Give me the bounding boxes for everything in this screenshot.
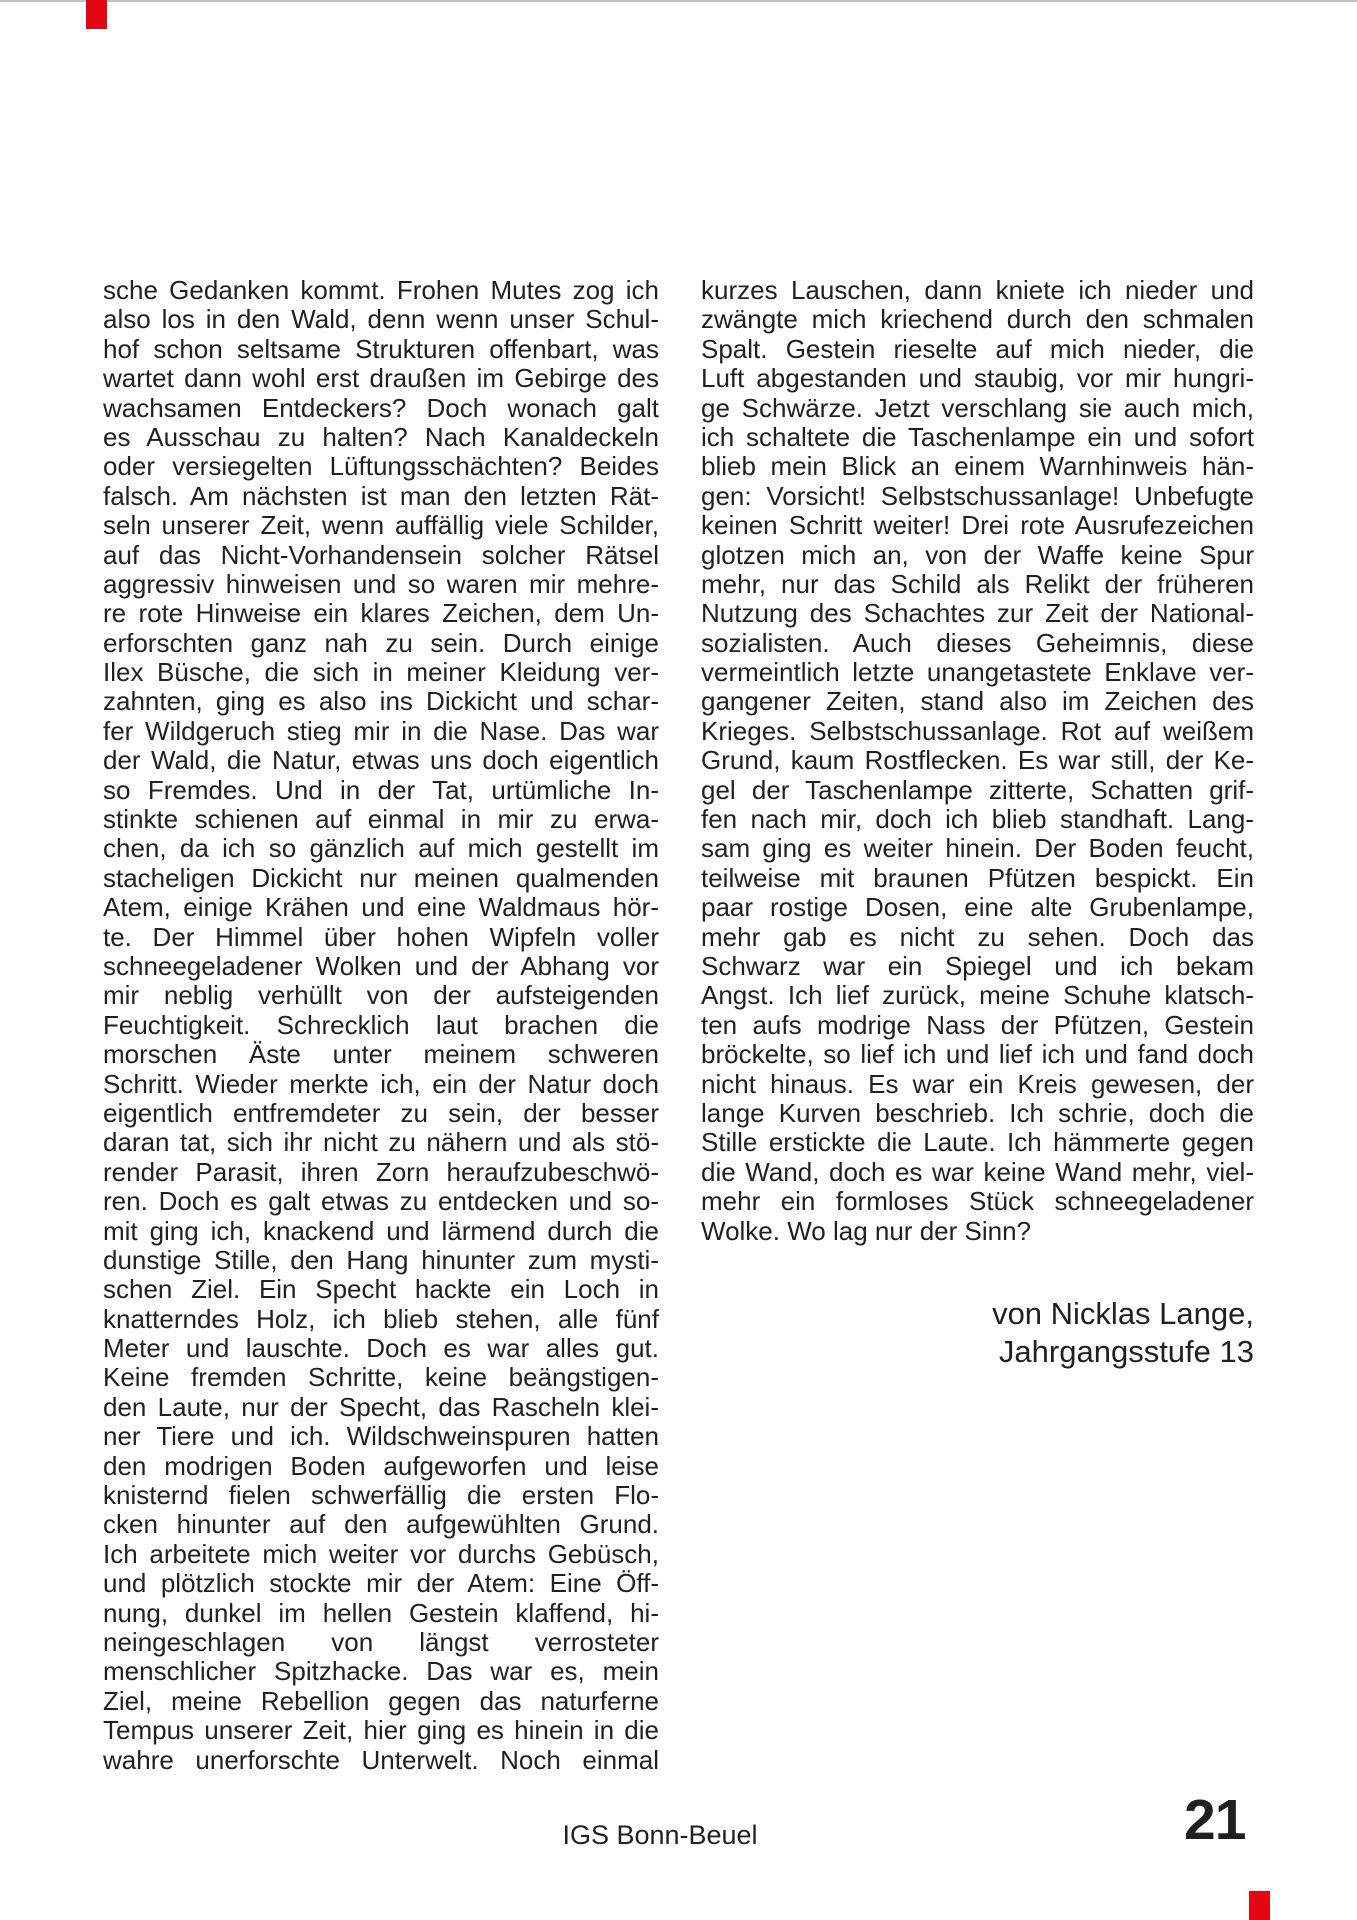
story-line: mit ging ich, knackend und lärmend durch die xyxy=(103,1216,659,1246)
story-line: render Parasit, ihren Zorn heraufzubeschwö- xyxy=(103,1157,659,1187)
corner-mark-top-left xyxy=(86,0,107,29)
story-line: keinen Schritt weiter! Drei rote Ausrufezeichen xyxy=(701,511,1254,541)
story-line: stacheligen Dickicht nur meinen qualmenden xyxy=(103,863,659,893)
story-line: daran tat, sich ihr nicht zu nähern und als stö- xyxy=(103,1128,659,1158)
story-line: mehr, nur das Schild als Relikt der früheren xyxy=(701,569,1254,599)
story-line: chen, da ich so gänzlich auf mich gestellt im xyxy=(103,834,659,864)
page-number: 21 xyxy=(1184,1788,1246,1852)
story-line: so Fremdes. Und in der Tat, urtümliche In- xyxy=(103,775,659,805)
story-line: Ilex Büsche, die sich in meiner Kleidung ver- xyxy=(103,658,659,688)
story-line: paar rostige Dosen, eine alte Grubenlampe, xyxy=(701,893,1254,923)
story-line: der Wald, die Natur, etwas uns doch eigentlich xyxy=(103,746,659,776)
story-line: Krieges. Selbstschussanlage. Rot auf weißem xyxy=(701,716,1254,746)
story-line: den Laute, nur der Specht, das Rascheln klei- xyxy=(103,1392,659,1422)
author-grade-line: Jahrgangsstufe 13 xyxy=(998,1334,1254,1369)
story-line: knatterndes Holz, ich blieb stehen, alle fünf xyxy=(103,1304,659,1334)
story-line: falsch. Am nächsten ist man den letzten Rät- xyxy=(103,481,659,511)
story-line: Keine fremden Schritte, keine beängstigen- xyxy=(103,1363,659,1393)
story-line: ren. Doch es galt etwas zu entdecken und so- xyxy=(103,1187,659,1217)
story-line: nicht hinaus. Es war ein Kreis gewesen, der xyxy=(701,1069,1254,1099)
story-line: gen: Vorsicht! Selbstschussanlage! Unbefugte xyxy=(701,481,1254,511)
story-column-right xyxy=(701,276,1254,1246)
story-line: also los in den Wald, denn wenn unser Schul- xyxy=(103,305,659,335)
story-line: re rote Hinweise ein klares Zeichen, dem Un- xyxy=(103,599,659,629)
story-line: te. Der Himmel über hohen Wipfeln voller xyxy=(103,922,659,952)
story-line: Luft abgestanden und staubig, vor mir hungri- xyxy=(701,364,1254,394)
page-top-edge-line xyxy=(0,0,1357,2)
story-line: mehr gab es nicht zu sehen. Doch das xyxy=(701,922,1254,952)
story-line: Feuchtigkeit. Schrecklich laut brachen die xyxy=(103,1010,659,1040)
story-line: stinkte schienen auf einmal in mir zu erwa- xyxy=(103,805,659,835)
story-line: und plötzlich stockte mir der Atem: Eine Öff- xyxy=(103,1569,659,1599)
story-line: dunstige Stille, den Hang hinunter zum mysti- xyxy=(103,1245,659,1275)
story-line: ten aufs modrige Nass der Pfützen, Gestein xyxy=(701,1010,1254,1040)
story-line: seln unserer Zeit, wenn auffällig viele Schilder, xyxy=(103,511,659,541)
story-line: Meter und lauschte. Doch es war alles gut. xyxy=(103,1334,659,1364)
story-line: neingeschlagen von längst verrosteter xyxy=(103,1627,659,1657)
story-line: ner Tiere und ich. Wildschweinspuren hatten xyxy=(103,1422,659,1452)
story-line: cken hinunter auf den aufgewühlten Grund. xyxy=(103,1510,659,1540)
corner-mark-bottom-right xyxy=(1249,1891,1270,1920)
story-line: schen Ziel. Ein Specht hackte ein Loch in xyxy=(103,1275,659,1305)
story-line: knisternd fielen schwerfällig die ersten Flo- xyxy=(103,1481,659,1511)
story-line: fer Wildgeruch stieg mir in die Nase. Das war xyxy=(103,716,659,746)
story-line: hof schon seltsame Strukturen offenbart, was xyxy=(103,334,659,364)
story-line: ich schaltete die Taschenlampe ein und sofort xyxy=(701,422,1254,452)
story-line: wartet dann wohl erst draußen im Gebirge des xyxy=(103,364,659,394)
story-line: oder versiegelten Lüftungsschächten? Beides xyxy=(103,452,659,482)
story-line: zahnten, ging es also ins Dickicht und schar- xyxy=(103,687,659,717)
story-line: es Ausschau zu halten? Nach Kanaldeckeln xyxy=(103,422,659,452)
story-line: Stille erstickte die Laute. Ich hämmerte gegen xyxy=(701,1128,1254,1158)
story-line: auf das Nicht-Vorhandensein solcher Rätsel xyxy=(103,540,659,570)
story-line: Schritt. Wieder merkte ich, ein der Natur doch xyxy=(103,1069,659,1099)
story-line: menschlicher Spitzhacke. Das war es, mein xyxy=(103,1657,659,1687)
story-line: Ziel, meine Rebellion gegen das naturferne xyxy=(103,1686,659,1716)
story-line: mir neblig verhüllt von der aufsteigenden xyxy=(103,981,659,1011)
story-line: mehr ein formloses Stück schneegeladener xyxy=(701,1187,1254,1217)
story-line: fen nach mir, doch ich blieb standhaft. Lang- xyxy=(701,805,1254,835)
story-line: Atem, einige Krähen und eine Waldmaus hör- xyxy=(103,893,659,923)
story-line: teilweise mit braunen Pfützen bespickt. Ein xyxy=(701,863,1254,893)
story-line: sche Gedanken kommt. Frohen Mutes zog ich xyxy=(103,276,659,305)
story-column-left xyxy=(103,276,659,1775)
story-line: nung, dunkel im hellen Gestein klaffend, hi- xyxy=(103,1598,659,1628)
story-line: kurzes Lauschen, dann kniete ich nieder und xyxy=(701,276,1254,305)
story-line: Wolke. Wo lag nur der Sinn? xyxy=(701,1216,1031,1246)
story-line: Angst. Ich lief zurück, meine Schuhe klatsch- xyxy=(701,981,1254,1011)
footer-school-name: IGS Bonn-Beuel xyxy=(562,1820,758,1850)
story-line: gel der Taschenlampe zitterte, Schatten grif- xyxy=(701,775,1254,805)
story-line: blieb mein Blick an einem Warnhinweis hän- xyxy=(701,452,1254,482)
story-line: wachsamen Entdeckers? Doch wonach galt xyxy=(103,393,659,423)
story-line: den modrigen Boden aufgeworfen und leise xyxy=(103,1451,659,1481)
story-line: glotzen mich an, von der Waffe keine Spur xyxy=(701,540,1254,570)
story-line: Tempus unserer Zeit, hier ging es hinein in die xyxy=(103,1716,659,1746)
story-line: Schwarz war ein Spiegel und ich bekam xyxy=(701,951,1254,981)
story-line: aggressiv hinweisen und so waren mir mehre- xyxy=(103,569,659,599)
story-line: sam ging es weiter hinein. Der Boden feucht, xyxy=(701,834,1254,864)
story-line: ge Schwärze. Jetzt verschlang sie auch mich, xyxy=(701,393,1254,423)
story-line: vermeintlich letzte unangetastete Enklave ver- xyxy=(701,658,1254,688)
story-line: lange Kurven beschrieb. Ich schrie, doch die xyxy=(701,1098,1254,1128)
story-line: Spalt. Gestein rieselte auf mich nieder, die xyxy=(701,334,1254,364)
story-line: die Wand, doch es war keine Wand mehr, viel- xyxy=(701,1157,1254,1187)
story-line: bröckelte, so lief ich und lief ich und fand doch xyxy=(701,1040,1254,1070)
story-line: wahre unerforschte Unterwelt. Noch einmal xyxy=(103,1745,659,1775)
author-name-line: von Nicklas Lange, xyxy=(992,1296,1254,1331)
story-line: erforschten ganz nah zu sein. Durch einige xyxy=(103,628,659,658)
story-line: sozialisten. Auch dieses Geheimnis, diese xyxy=(701,628,1254,658)
story-line: Ich arbeitete mich weiter vor durchs Gebüsch, xyxy=(103,1539,659,1569)
story-line: schneegeladener Wolken und der Abhang vor xyxy=(103,951,659,981)
story-line: zwängte mich kriechend durch den schmalen xyxy=(701,305,1254,335)
story-line: morschen Äste unter meinem schweren xyxy=(103,1040,659,1070)
story-line: Grund, kaum Rostflecken. Es war still, der Ke- xyxy=(701,746,1254,776)
story-line: gangener Zeiten, stand also im Zeichen des xyxy=(701,687,1254,717)
story-line: Nutzung des Schachtes zur Zeit der National- xyxy=(701,599,1254,629)
author-attribution xyxy=(701,1295,1254,1371)
story-line: eigentlich entfremdeter zu sein, der besser xyxy=(103,1098,659,1128)
